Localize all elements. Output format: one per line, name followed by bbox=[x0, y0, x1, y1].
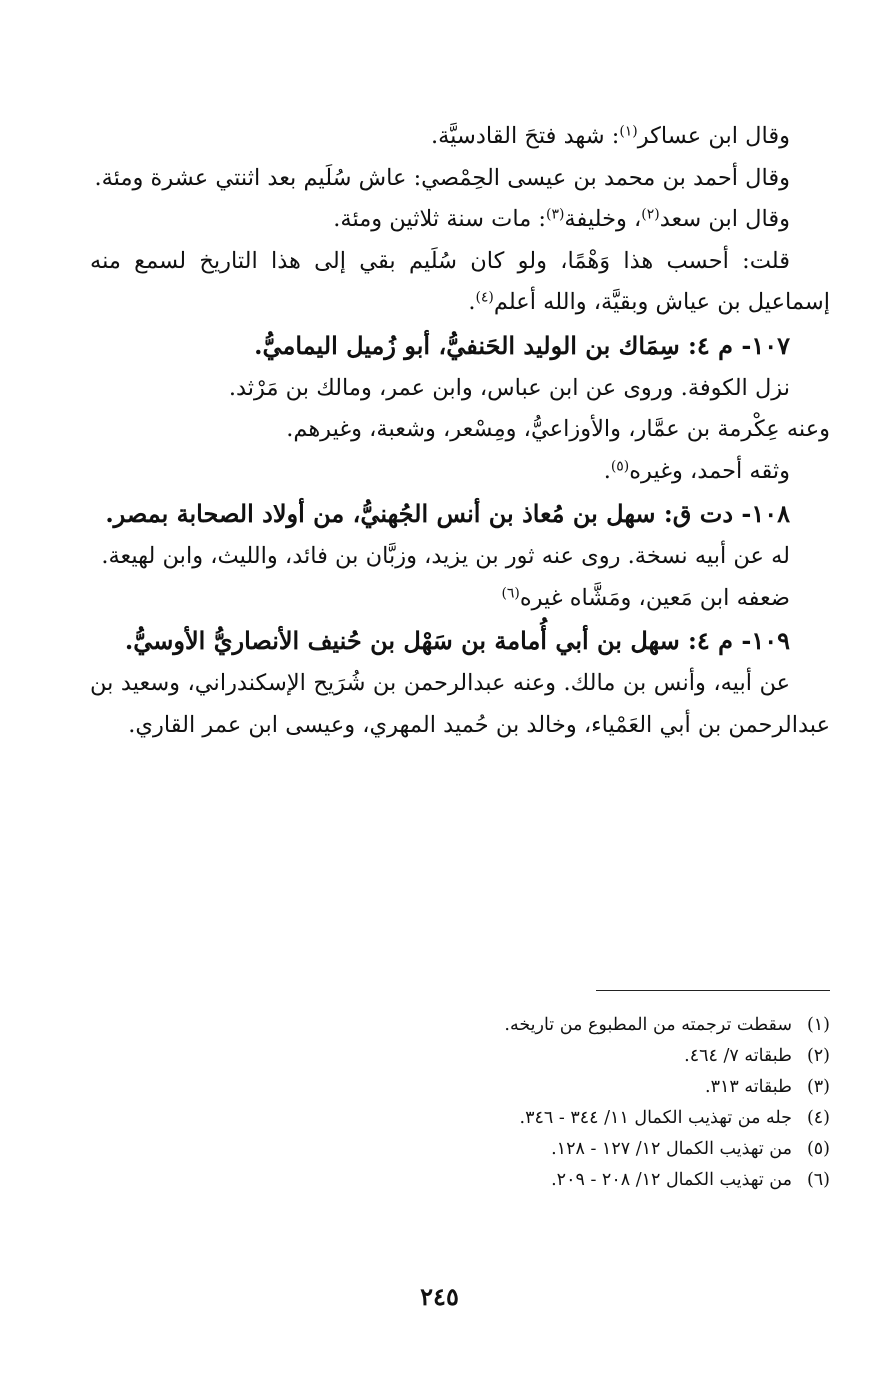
footnote-number: (٣) bbox=[806, 1077, 830, 1097]
footnote-marker: (٦) bbox=[501, 584, 520, 601]
footnote-number: (٥) bbox=[806, 1139, 830, 1159]
paragraph bbox=[90, 158, 830, 200]
footnote-marker: (١) bbox=[619, 123, 638, 140]
footnote bbox=[300, 1041, 830, 1072]
footnote-text: جله من تهذيب الكمال ١١/ ٣٤٤ - ٣٤٦. bbox=[519, 1108, 792, 1128]
paragraph bbox=[90, 536, 830, 578]
footnote bbox=[300, 1165, 830, 1196]
footnote-text: من تهذيب الكمال ١٢/ ١٢٧ - ١٢٨. bbox=[551, 1139, 792, 1159]
text-run: عن أبيه، وأنس بن مالك. وعنه عبدالرحمن بن شُرَيح الإسكندراني، وسعيد بن عبدالرحمن بن أبي العَمْياء، وخالد بن حُميد المهري، وعيسى ابن عمر القاري. bbox=[90, 670, 830, 738]
footnote bbox=[300, 1103, 830, 1134]
footnote-marker: (٢) bbox=[641, 206, 660, 223]
footnote bbox=[300, 1072, 830, 1103]
text-run: ، وخليفة bbox=[564, 206, 642, 232]
text-run: نزل الكوفة. وروى عن ابن عباس، وابن عمر، ومالك بن مَرْثد. bbox=[228, 374, 790, 401]
footnote bbox=[300, 1010, 830, 1041]
entry-heading bbox=[90, 492, 830, 536]
footnote-number: (٦) bbox=[806, 1170, 830, 1190]
main-text bbox=[90, 116, 830, 746]
footnote-text: طبقاته ٧/ ٤٦٤. bbox=[684, 1046, 792, 1066]
text-run: وقال ابن سعد bbox=[659, 206, 790, 232]
text-run: ١٠٧- م ٤: سِمَاك بن الوليد الحَنفيُّ، أبو زُميل اليماميُّ. bbox=[254, 330, 790, 360]
text-run: . bbox=[603, 457, 611, 484]
text-run: ١٠٩- م ٤: سهل بن أبي أُمامة بن سَهْل بن حُنيف الأنصاريُّ الأوسيُّ. bbox=[124, 626, 790, 655]
paragraph bbox=[90, 116, 830, 158]
text-run: قلت: أحسب هذا وَهْمًا، ولو كان سُلَيم بقي إلى هذا التاريخ لسمع منه إسماعيل بن عياش وبقيَّة، والله أعلم bbox=[90, 247, 830, 315]
footnote-number: (٢) bbox=[806, 1046, 830, 1066]
footnote bbox=[300, 1134, 830, 1165]
paragraph bbox=[90, 368, 830, 410]
paragraph bbox=[90, 663, 830, 746]
text-run: وعنه عِكْرمة بن عمَّار، والأوزاعيُّ، ومِسْعر، وشعبة، وغيرهم. bbox=[286, 416, 830, 442]
text-run: ١٠٨- دت ق: سهل بن مُعاذ بن أنس الجُهنيُّ، من أولاد الصحابة بمصر. bbox=[105, 499, 790, 528]
footnote-number: (٤) bbox=[806, 1108, 830, 1128]
footnote-marker: (٥) bbox=[610, 457, 630, 474]
footnote-number: (١) bbox=[806, 1015, 830, 1035]
footnote-divider bbox=[596, 990, 830, 991]
paragraph bbox=[90, 409, 830, 451]
footnote-text: طبقاته ٣١٣. bbox=[705, 1077, 792, 1097]
entry-heading bbox=[90, 619, 830, 663]
text-run: : شهد فتحَ القادسيَّة. bbox=[430, 123, 620, 149]
footnote-marker: (٣) bbox=[546, 206, 565, 223]
page-number: ٢٤٥ bbox=[420, 1282, 459, 1311]
text-run: : مات سنة ثلاثين ومئة. bbox=[333, 206, 547, 232]
footnote-text: من تهذيب الكمال ١٢/ ٢٠٨ - ٢٠٩. bbox=[551, 1170, 792, 1190]
footnote-marker: (٤) bbox=[475, 289, 494, 306]
paragraph bbox=[90, 199, 830, 241]
footnote-text: سقطت ترجمته من المطبوع من تاريخه. bbox=[504, 1015, 792, 1035]
paragraph bbox=[90, 241, 830, 324]
paragraph bbox=[90, 578, 830, 620]
footnotes bbox=[300, 1010, 830, 1196]
text-run: له عن أبيه نسخة. روى عنه ثور بن يزيد، وزبَّان بن فائد، والليث، وابن لهيعة. bbox=[101, 543, 790, 569]
text-run: وقال ابن عساكر bbox=[637, 123, 790, 149]
text-run: . bbox=[468, 289, 476, 315]
entry-heading bbox=[90, 324, 830, 368]
text-run: وثقه أحمد، وغيره bbox=[629, 457, 790, 484]
text-run: ضعفه ابن مَعين، ومَشَّاه غيره bbox=[519, 584, 790, 611]
paragraph bbox=[90, 451, 830, 493]
text-run: وقال أحمد بن محمد بن عيسى الحِمْصي: عاش سُلَيم بعد اثنتي عشرة ومئة. bbox=[94, 164, 790, 191]
